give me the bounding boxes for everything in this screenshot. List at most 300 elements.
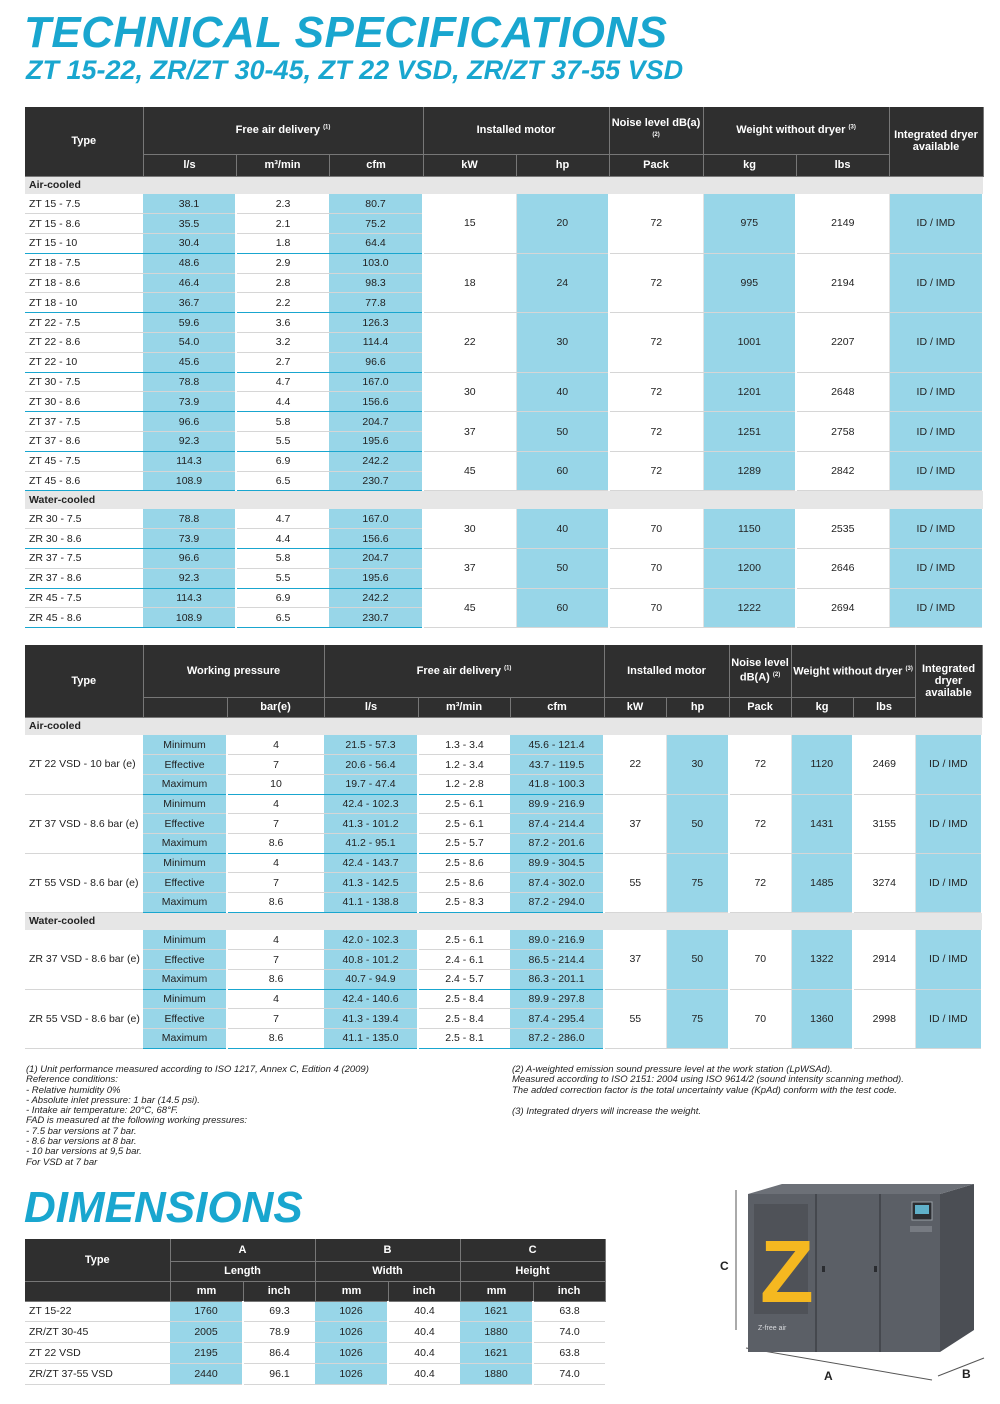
- dryer-available: ID / IMD: [889, 313, 983, 372]
- model-type: ZR 55 VSD - 8.6 bar (e): [25, 989, 143, 1048]
- weight-lbs: 2207: [796, 313, 889, 372]
- col-a: A: [170, 1239, 315, 1261]
- fad-cfm: 75.2: [329, 214, 423, 234]
- model-type: ZT 37 - 8.6: [25, 432, 143, 452]
- height-inch: 63.8: [533, 1301, 605, 1322]
- pressure-bar: 4: [227, 735, 324, 755]
- width-inch: 40.4: [388, 1301, 460, 1322]
- fad-ls: 92.3: [143, 568, 236, 588]
- weight-kg: 1289: [703, 451, 796, 491]
- fad-ls: 38.1: [143, 194, 236, 214]
- length-inch: 96.1: [243, 1363, 315, 1384]
- noise-pack: 72: [729, 735, 791, 794]
- table-row: [25, 412, 983, 432]
- weight-kg: 1322: [791, 930, 853, 989]
- motor-hp: 60: [516, 451, 609, 491]
- fad-ls: 42.4 - 140.6: [324, 989, 418, 1009]
- motor-hp: 50: [516, 549, 609, 589]
- pressure-level: Effective: [143, 1009, 227, 1029]
- weight-lbs: 2646: [796, 549, 889, 589]
- fad-m3min: 2.5 - 8.6: [418, 873, 510, 893]
- motor-kw: 22: [423, 313, 516, 372]
- model-type: ZT 22 - 7.5: [25, 313, 143, 333]
- dryer-available: ID / IMD: [915, 735, 982, 794]
- height-mm: 1880: [460, 1363, 533, 1384]
- fad-cfm: 64.4: [329, 234, 423, 254]
- noise-pack: 72: [609, 451, 703, 491]
- weight-lbs: 2914: [853, 930, 915, 989]
- pressure-bar: 8.6: [227, 970, 324, 990]
- col-height: Height: [460, 1261, 605, 1281]
- model-type: ZT 22 VSD - 10 bar (e): [25, 735, 143, 794]
- width-inch: 40.4: [388, 1322, 460, 1343]
- fad-cfm: 80.7: [329, 194, 423, 214]
- cabinet-top: [748, 1184, 974, 1194]
- weight-lbs: 2998: [853, 989, 915, 1048]
- table-row: [25, 735, 982, 755]
- fad-m3min: 4.7: [236, 372, 329, 392]
- fad-ls: 42.4 - 102.3: [324, 794, 418, 814]
- weight-lbs: 2842: [796, 451, 889, 491]
- dryer-available: ID / IMD: [889, 253, 983, 312]
- spec-table-fixed-speed: [25, 107, 984, 628]
- motor-hp: 60: [516, 588, 609, 628]
- page-title: TECHNICAL SPECIFICATIONS: [24, 8, 668, 57]
- door-handle: [874, 1266, 877, 1272]
- fad-m3min: 2.3: [236, 194, 329, 214]
- fad-cfm: 98.3: [329, 273, 423, 293]
- noise-pack: 70: [609, 509, 703, 549]
- height-mm: 1621: [460, 1343, 533, 1364]
- motor-hp: 50: [666, 930, 729, 989]
- motor-kw: 30: [423, 509, 516, 549]
- dimensions-table: [25, 1239, 606, 1385]
- length-mm: 2195: [170, 1343, 243, 1364]
- footnotes-right: [512, 1065, 904, 1096]
- col-type: Type: [25, 1239, 170, 1281]
- fad-ls: 40.7 - 94.9: [324, 970, 418, 990]
- col-dryer: Integrated dryer available: [889, 107, 983, 176]
- pressure-level: Effective: [143, 755, 227, 775]
- dimensions-title: DIMENSIONS: [24, 1183, 303, 1232]
- dryer-available: ID / IMD: [889, 451, 983, 491]
- dryer-available: ID / IMD: [915, 853, 982, 912]
- fad-ls: 96.6: [143, 549, 236, 569]
- cabinet-side: [940, 1184, 974, 1352]
- fad-ls: 78.8: [143, 509, 236, 529]
- fad-m3min: 1.2 - 3.4: [418, 755, 510, 775]
- unit-mm: mm: [315, 1281, 388, 1301]
- footnote-3: (3) Integrated dryers will increase the weight.: [512, 1106, 702, 1117]
- model-type: ZR/ZT 30-45: [25, 1322, 170, 1343]
- section-row: [25, 491, 983, 509]
- fad-cfm: 114.4: [329, 333, 423, 353]
- weight-kg: 1251: [703, 412, 796, 452]
- col-b: B: [315, 1239, 460, 1261]
- motor-hp: 75: [666, 853, 729, 912]
- table-row: [25, 1301, 605, 1322]
- table-row: [25, 853, 982, 873]
- dryer-available: ID / IMD: [889, 372, 983, 412]
- weight-lbs: 3155: [853, 794, 915, 853]
- pressure-level: Effective: [143, 814, 227, 834]
- pressure-level: Maximum: [143, 893, 227, 913]
- fad-ls: 45.6: [143, 352, 236, 372]
- height-mm: 1621: [460, 1301, 533, 1322]
- fad-cfm: 230.7: [329, 471, 423, 491]
- table-row: [25, 451, 983, 471]
- footnote-line: For VSD at 7 bar: [26, 1156, 98, 1168]
- unit-kg: kg: [791, 697, 853, 717]
- unit-kw: kW: [604, 697, 666, 717]
- model-type: ZR 45 - 7.5: [25, 588, 143, 608]
- fad-cfm: 103.0: [329, 253, 423, 273]
- width-mm: 1026: [315, 1322, 388, 1343]
- fad-m3min: 3.2: [236, 333, 329, 353]
- table-row: [25, 1363, 605, 1384]
- fad-ls: 114.3: [143, 451, 236, 471]
- col-length: Length: [170, 1261, 315, 1281]
- screen-display: [915, 1205, 929, 1214]
- table-row: [25, 794, 982, 814]
- unit-inch: inch: [243, 1281, 315, 1301]
- model-type: ZT 45 - 8.6: [25, 471, 143, 491]
- footnote-line: - Relative humidity 0%: [26, 1084, 121, 1096]
- width-mm: 1026: [315, 1301, 388, 1322]
- fad-ls: 21.5 - 57.3: [324, 735, 418, 755]
- weight-kg: 1120: [791, 735, 853, 794]
- fad-m3min: 2.8: [236, 273, 329, 293]
- table-row: [25, 253, 983, 273]
- fad-cfm: 89.9 - 304.5: [510, 853, 604, 873]
- noise-pack: 70: [609, 549, 703, 589]
- fad-m3min: 2.5 - 5.7: [418, 833, 510, 853]
- motor-kw: 22: [604, 735, 666, 794]
- fad-m3min: 2.5 - 6.1: [418, 794, 510, 814]
- col-fad: Free air delivery $^{(1)}$: [324, 645, 604, 697]
- spec-table-vsd: [25, 645, 983, 1049]
- fad-cfm: 86.3 - 201.1: [510, 970, 604, 990]
- noise-pack: 70: [729, 930, 791, 989]
- fad-ls: 41.2 - 95.1: [324, 833, 418, 853]
- fad-cfm: 89.9 - 297.8: [510, 989, 604, 1009]
- pressure-level: Minimum: [143, 794, 227, 814]
- dryer-available: ID / IMD: [889, 588, 983, 628]
- length-mm: 1760: [170, 1301, 243, 1322]
- weight-kg: 1222: [703, 588, 796, 628]
- unit-blank: [143, 697, 227, 717]
- fad-m3min: 6.9: [236, 451, 329, 471]
- pressure-bar: 7: [227, 1009, 324, 1029]
- col-type: Type: [25, 107, 143, 176]
- fad-m3min: 2.5 - 6.1: [418, 814, 510, 834]
- pressure-level: Minimum: [143, 930, 227, 950]
- unit-hp: hp: [666, 697, 729, 717]
- footnote-line: - Absolute inlet pressure: 1 bar (14.5 psi).: [26, 1094, 200, 1106]
- unit-cfm: cfm: [510, 697, 604, 717]
- model-type: ZT 22 - 10: [25, 352, 143, 372]
- noise-pack: 72: [609, 313, 703, 372]
- model-type: ZT 55 VSD - 8.6 bar (e): [25, 853, 143, 912]
- weight-lbs: 2648: [796, 372, 889, 412]
- dim-line-a: [746, 1348, 932, 1380]
- model-type: ZR 37 - 7.5: [25, 549, 143, 569]
- fad-ls: 41.1 - 135.0: [324, 1029, 418, 1049]
- fad-m3min: 2.5 - 8.1: [418, 1029, 510, 1049]
- motor-kw: 18: [423, 253, 516, 312]
- fad-cfm: 87.2 - 286.0: [510, 1029, 604, 1049]
- length-inch: 86.4: [243, 1343, 315, 1364]
- fad-cfm: 89.0 - 216.9: [510, 930, 604, 950]
- model-type: ZT 18 - 7.5: [25, 253, 143, 273]
- pressure-bar: 4: [227, 853, 324, 873]
- unit-mm: mm: [460, 1281, 533, 1301]
- model-type: ZR 37 VSD - 8.6 bar (e): [25, 930, 143, 989]
- pressure-level: Minimum: [143, 735, 227, 755]
- model-type: ZT 22 - 8.6: [25, 333, 143, 353]
- fad-cfm: 230.7: [329, 608, 423, 628]
- model-type: ZT 37 - 7.5: [25, 412, 143, 432]
- section-label: Air-cooled: [25, 717, 982, 735]
- pressure-level: Minimum: [143, 853, 227, 873]
- section-row: [25, 717, 982, 735]
- fad-ls: 42.4 - 143.7: [324, 853, 418, 873]
- model-type: ZR/ZT 37-55 VSD: [25, 1363, 170, 1384]
- dim-label-b: B: [962, 1367, 971, 1381]
- table-row: [25, 194, 983, 214]
- fad-cfm: 41.8 - 100.3: [510, 774, 604, 794]
- noise-pack: 70: [729, 989, 791, 1048]
- fad-cfm: 242.2: [329, 451, 423, 471]
- table-row: [25, 372, 983, 392]
- model-type: ZT 15 - 10: [25, 234, 143, 254]
- table-row: [25, 509, 983, 529]
- model-type: ZT 45 - 7.5: [25, 451, 143, 471]
- motor-kw: 45: [423, 588, 516, 628]
- fad-m3min: 2.5 - 8.6: [418, 853, 510, 873]
- model-type: ZT 15 - 7.5: [25, 194, 143, 214]
- weight-kg: 975: [703, 194, 796, 253]
- fad-cfm: 87.4 - 302.0: [510, 873, 604, 893]
- fad-m3min: 2.9: [236, 253, 329, 273]
- col-noise: Noise level dB(a) $^{(2)}$: [609, 107, 703, 154]
- weight-kg: 1001: [703, 313, 796, 372]
- weight-kg: 1360: [791, 989, 853, 1048]
- table-row: [25, 588, 983, 608]
- unit-pack: Pack: [609, 154, 703, 176]
- unit-lbs: lbs: [853, 697, 915, 717]
- pressure-level: Maximum: [143, 970, 227, 990]
- dryer-available: ID / IMD: [889, 509, 983, 549]
- fad-m3min: 6.5: [236, 471, 329, 491]
- fad-ls: 42.0 - 102.3: [324, 930, 418, 950]
- fad-cfm: 87.4 - 214.4: [510, 814, 604, 834]
- weight-kg: 1485: [791, 853, 853, 912]
- pressure-bar: 4: [227, 989, 324, 1009]
- footnote-line: (1) Unit performance measured according to ISO 1217, Annex C, Edition 4 (2009): [26, 1064, 369, 1075]
- table-row: [25, 1322, 605, 1343]
- motor-kw: 55: [604, 989, 666, 1048]
- weight-lbs: 2194: [796, 253, 889, 312]
- noise-pack: 72: [729, 853, 791, 912]
- fad-ls: 108.9: [143, 471, 236, 491]
- motor-kw: 30: [423, 372, 516, 412]
- weight-lbs: 2149: [796, 194, 889, 253]
- footnote-line: Reference conditions:: [26, 1074, 118, 1086]
- motor-hp: 30: [666, 735, 729, 794]
- motor-kw: 37: [604, 930, 666, 989]
- fad-m3min: 5.8: [236, 412, 329, 432]
- fad-cfm: 242.2: [329, 588, 423, 608]
- dim-label-c: C: [720, 1259, 729, 1273]
- fad-ls: 96.6: [143, 412, 236, 432]
- fad-ls: 46.4: [143, 273, 236, 293]
- col-type: Type: [25, 645, 143, 717]
- unit-kg: kg: [703, 154, 796, 176]
- pressure-bar: 8.6: [227, 893, 324, 913]
- noise-pack: 72: [609, 194, 703, 253]
- fad-ls: 59.6: [143, 313, 236, 333]
- width-mm: 1026: [315, 1363, 388, 1384]
- table-row: [25, 1343, 605, 1364]
- motor-hp: 30: [516, 313, 609, 372]
- fad-cfm: 87.4 - 295.4: [510, 1009, 604, 1029]
- model-type: ZR 30 - 8.6: [25, 529, 143, 549]
- fad-ls: 36.7: [143, 293, 236, 313]
- weight-lbs: 3274: [853, 853, 915, 912]
- pressure-bar: 4: [227, 794, 324, 814]
- section-row: [25, 912, 982, 930]
- height-inch: 74.0: [533, 1322, 605, 1343]
- noise-pack: 72: [609, 253, 703, 312]
- model-type: ZT 15-22: [25, 1301, 170, 1322]
- pressure-bar: 4: [227, 930, 324, 950]
- motor-hp: 50: [516, 412, 609, 452]
- fad-m3min: 5.5: [236, 568, 329, 588]
- fad-m3min: 2.2: [236, 293, 329, 313]
- section-label: Water-cooled: [25, 912, 982, 930]
- fad-cfm: 126.3: [329, 313, 423, 333]
- dim-label-a: A: [824, 1369, 833, 1383]
- height-mm: 1880: [460, 1322, 533, 1343]
- fad-ls: 92.3: [143, 432, 236, 452]
- fad-m3min: 6.5: [236, 608, 329, 628]
- badge-text: Z-free air: [758, 1325, 787, 1332]
- table-row: [25, 989, 982, 1009]
- pressure-level: Maximum: [143, 1029, 227, 1049]
- fad-cfm: 86.5 - 214.4: [510, 950, 604, 970]
- pressure-bar: 10: [227, 774, 324, 794]
- motor-hp: 20: [516, 194, 609, 253]
- weight-lbs: 2469: [853, 735, 915, 794]
- pressure-level: Effective: [143, 950, 227, 970]
- model-type: ZR 45 - 8.6: [25, 608, 143, 628]
- motor-kw: 15: [423, 194, 516, 253]
- height-inch: 63.8: [533, 1343, 605, 1364]
- fad-ls: 41.3 - 101.2: [324, 814, 418, 834]
- fad-cfm: 195.6: [329, 432, 423, 452]
- footnote-line: - Intake air temperature: 20°C, 68°F.: [26, 1105, 179, 1117]
- fad-m3min: 1.8: [236, 234, 329, 254]
- noise-pack: 72: [609, 412, 703, 452]
- fad-m3min: 5.8: [236, 549, 329, 569]
- fad-ls: 114.3: [143, 588, 236, 608]
- fad-cfm: 87.2 - 201.6: [510, 833, 604, 853]
- motor-hp: 40: [516, 372, 609, 412]
- compressor-drawing: [712, 1180, 992, 1385]
- fad-ls: 48.6: [143, 253, 236, 273]
- col-working-pressure: Working pressure: [143, 645, 324, 697]
- dryer-available: ID / IMD: [915, 794, 982, 853]
- footnote-line: FAD is measured at the following working pressures:: [26, 1115, 248, 1127]
- weight-kg: 995: [703, 253, 796, 312]
- dim-line-b: [938, 1358, 984, 1376]
- fad-m3min: 2.4 - 6.1: [418, 950, 510, 970]
- dryer-available: ID / IMD: [915, 930, 982, 989]
- length-inch: 78.9: [243, 1322, 315, 1343]
- pressure-bar: 8.6: [227, 1029, 324, 1049]
- unit-ls: l/s: [324, 697, 418, 717]
- noise-pack: 72: [609, 372, 703, 412]
- fad-m3min: 2.5 - 8.3: [418, 893, 510, 913]
- fad-m3min: 4.4: [236, 529, 329, 549]
- weight-kg: 1150: [703, 509, 796, 549]
- model-type: ZR 30 - 7.5: [25, 509, 143, 529]
- fad-ls: 54.0: [143, 333, 236, 353]
- fad-ls: 108.9: [143, 608, 236, 628]
- fad-m3min: 2.5 - 8.4: [418, 1009, 510, 1029]
- fad-ls: 73.9: [143, 529, 236, 549]
- table-row: [25, 549, 983, 569]
- unit-hp: hp: [516, 154, 609, 176]
- z-logo: Z: [760, 1222, 814, 1321]
- unit-m3min: m³/min: [236, 154, 329, 176]
- width-mm: 1026: [315, 1343, 388, 1364]
- length-mm: 2440: [170, 1363, 243, 1384]
- fad-m3min: 2.5 - 8.4: [418, 989, 510, 1009]
- compressor-illustration: [712, 1180, 992, 1385]
- fad-m3min: 1.2 - 2.8: [418, 774, 510, 794]
- weight-kg: 1431: [791, 794, 853, 853]
- col-dryer: Integrated dryer available: [915, 645, 982, 717]
- table-row: [25, 930, 982, 950]
- motor-hp: 40: [516, 509, 609, 549]
- unit-m3min: m³/min: [418, 697, 510, 717]
- unit-inch: inch: [533, 1281, 605, 1301]
- footnote-line: (2) A-weighted emission sound pressure level at the work station (LpWSAd).: [512, 1064, 833, 1075]
- width-inch: 40.4: [388, 1343, 460, 1364]
- pressure-bar: 8.6: [227, 833, 324, 853]
- fad-cfm: 195.6: [329, 568, 423, 588]
- motor-kw: 45: [423, 451, 516, 491]
- fad-m3min: 2.5 - 6.1: [418, 930, 510, 950]
- motor-kw: 37: [423, 412, 516, 452]
- motor-kw: 37: [604, 794, 666, 853]
- col-fad: Free air delivery $^{(1)}$: [143, 107, 423, 154]
- fad-cfm: 156.6: [329, 529, 423, 549]
- fad-m3min: 2.4 - 5.7: [418, 970, 510, 990]
- fad-cfm: 96.6: [329, 352, 423, 372]
- section-row: [25, 176, 983, 194]
- unit-blank: [25, 1281, 170, 1301]
- pressure-bar: 7: [227, 814, 324, 834]
- fad-ls: 73.9: [143, 392, 236, 412]
- dryer-available: ID / IMD: [889, 549, 983, 589]
- page-subtitle: ZT 15-22, ZR/ZT 30-45, ZT 22 VSD, ZR/ZT 37-55 VSD: [26, 55, 684, 85]
- unit-mm: mm: [170, 1281, 243, 1301]
- unit-lbs: lbs: [796, 154, 889, 176]
- weight-lbs: 2758: [796, 412, 889, 452]
